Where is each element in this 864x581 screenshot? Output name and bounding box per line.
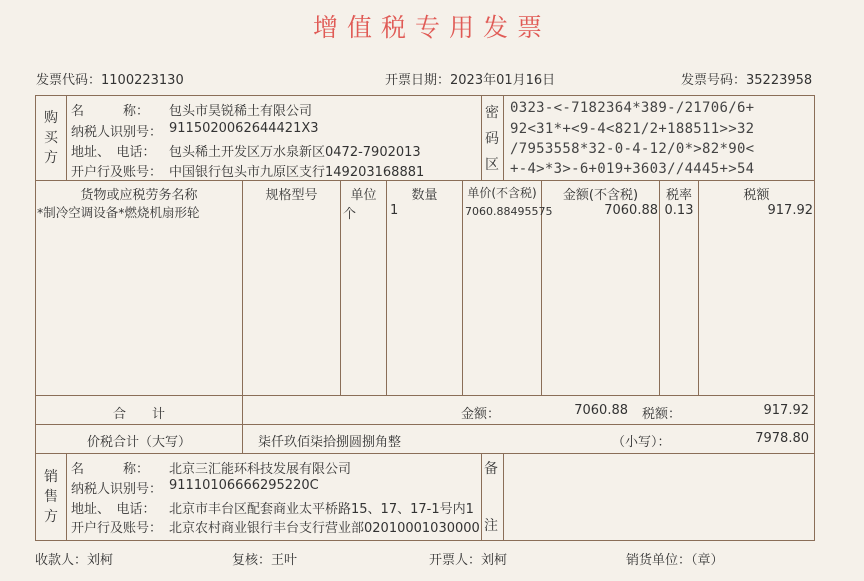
header-tax-amount: 税额 xyxy=(743,188,770,203)
invoice-code-label: 发票代码： xyxy=(36,73,102,88)
invoice-date xyxy=(385,69,555,88)
item-name: *制冷空调设备*燃烧机扇形轮 xyxy=(37,205,200,220)
cipher-line-2: 92<31*+<9-4<821/2+188511>>32 xyxy=(510,121,755,137)
grand-total-amount: 7978.80 xyxy=(755,431,809,446)
seller-taxid: 91110106666295220C xyxy=(169,478,319,493)
grand-total-label: 价税合计（大写） xyxy=(86,435,191,450)
drawer-label: 开票人： xyxy=(429,553,482,568)
buyer-addr-label: 地址、 电话： xyxy=(71,145,156,160)
cipher-line-1: 0323-<-7182364*389-/21706/6+ xyxy=(510,100,755,116)
buyer-address-phone: 包头稀土开发区万水泉新区0472-7902013 xyxy=(169,145,421,160)
cipher-line-3: /7953558*32-0-4-12/0*>82*90< xyxy=(510,141,755,157)
invoice-date-value: 2023年01月16日 xyxy=(450,73,556,88)
footer-reviewer xyxy=(232,549,297,568)
cipher-side-char-1: 密 xyxy=(485,105,499,121)
header-spec: 规格型号 xyxy=(265,188,318,203)
item-tax-amount: 917.92 xyxy=(767,203,813,218)
invoice-number-label: 发票号码： xyxy=(681,73,747,88)
buyer-name-label: 名 称： xyxy=(71,104,150,119)
remarks-label-top: 备 xyxy=(484,461,498,477)
cipher-side-char-2: 码 xyxy=(485,131,499,147)
header-quantity: 数量 xyxy=(411,188,438,203)
invoice-code-value: 1100223130 xyxy=(101,73,184,88)
invoice-number-value: 35223958 xyxy=(746,73,813,88)
buyer-bank-account: 中国银行包头市九原区支行149203168881 xyxy=(169,165,425,180)
reviewer-value: 王叶 xyxy=(271,553,298,568)
payee-label: 收款人： xyxy=(35,553,88,568)
footer-drawer xyxy=(429,549,507,568)
remarks-label-bottom: 注 xyxy=(484,518,498,534)
header-amount: 金额(不含税) xyxy=(562,188,639,203)
seller-taxid-label: 纳税人识别号： xyxy=(71,482,163,497)
invoice-code xyxy=(36,69,184,88)
header-unit: 单位 xyxy=(350,188,377,203)
totals-amount: 7060.88 xyxy=(574,403,628,418)
seller-side-label xyxy=(41,467,61,527)
buyer-bank-label: 开户行及账号： xyxy=(71,165,163,180)
totals-amount-label: 金额： xyxy=(461,407,501,422)
grand-total-lower-label: （小写）： xyxy=(612,435,671,450)
seller-addr-label: 地址、 电话： xyxy=(71,502,156,517)
seller-bank-label: 开户行及账号： xyxy=(71,521,163,536)
seller-name-label: 名 称： xyxy=(71,462,150,477)
grand-total-uppercase: 柒仟玖佰柒拾捌圆捌角整 xyxy=(258,435,402,450)
buyer-name: 包头市昊锐稀土有限公司 xyxy=(169,104,313,119)
seller-address-phone: 北京市丰台区配套商业太平桥路15、17、17-1号内1 xyxy=(169,502,474,517)
invoice-number xyxy=(681,69,812,88)
item-tax-rate: 0.13 xyxy=(664,203,694,218)
invoice-title: 增值税专用发票 xyxy=(312,13,551,42)
buyer-side-label xyxy=(41,108,61,168)
header-item-name: 货物或应税劳务名称 xyxy=(80,188,198,203)
seller-bank-account: 北京农村商业银行丰台支行营业部02010001030000 xyxy=(169,521,480,536)
drawer-value: 刘柯 xyxy=(481,553,508,568)
footer-payee xyxy=(35,549,113,568)
cipher-side-char-3: 区 xyxy=(485,157,499,173)
item-unit-price: 7060.88495575 xyxy=(465,205,553,218)
buyer-side-char-3: 方 xyxy=(44,150,58,166)
item-unit: 个 xyxy=(343,207,357,222)
totals-tax-label: 税额： xyxy=(642,407,682,422)
reviewer-label: 复核： xyxy=(232,553,272,568)
cipher-side-label xyxy=(482,100,502,178)
seller-side-char-3: 方 xyxy=(44,509,58,525)
buyer-taxid: 9115020062644421X3 xyxy=(169,121,319,136)
seller-side-char-2: 售 xyxy=(44,489,58,505)
buyer-side-char-1: 购 xyxy=(44,110,58,126)
totals-label: 合 计 xyxy=(112,407,165,422)
totals-tax: 917.92 xyxy=(763,403,809,418)
cipher-line-4: +-4>*3>-6+019+3603//4445+>54 xyxy=(510,161,755,177)
buyer-taxid-label: 纳税人识别号： xyxy=(71,125,163,140)
header-tax-rate: 税率 xyxy=(665,188,692,203)
payee-value: 刘柯 xyxy=(87,553,114,568)
item-quantity: 1 xyxy=(390,203,399,218)
footer-seller-stamp: 销货单位：（章） xyxy=(626,553,724,568)
buyer-side-char-2: 买 xyxy=(44,130,58,146)
invoice-date-label: 开票日期： xyxy=(385,73,451,88)
header-unit-price: 单价(不含税) xyxy=(467,186,537,200)
seller-name: 北京三汇能环科技发展有限公司 xyxy=(169,462,352,477)
item-amount: 7060.88 xyxy=(604,203,658,218)
seller-side-char-1: 销 xyxy=(44,469,58,485)
